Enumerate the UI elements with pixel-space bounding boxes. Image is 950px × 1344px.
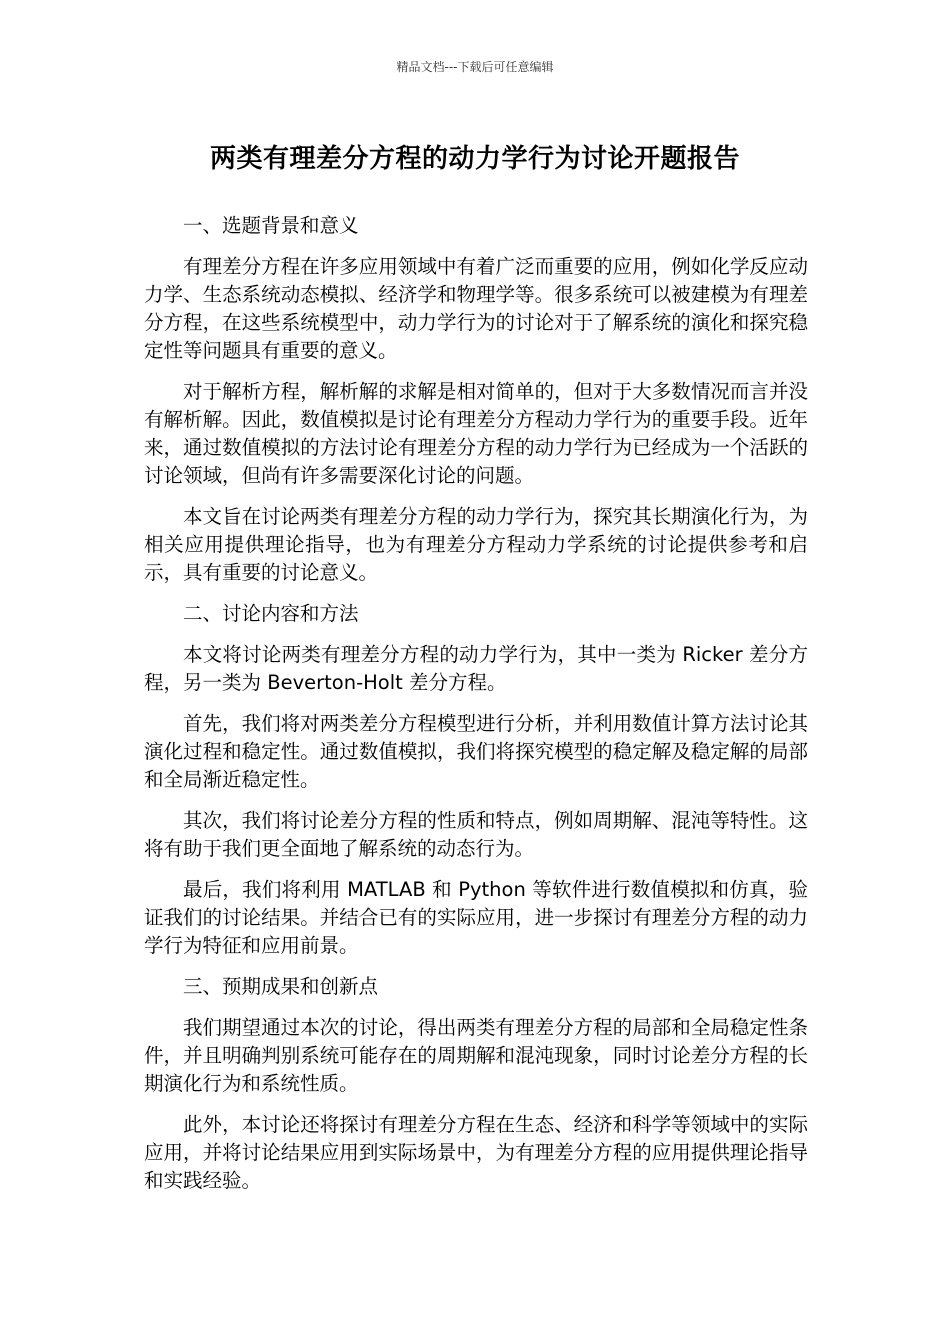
- section-heading-expected-results: 三、预期成果和创新点: [183, 975, 379, 998]
- paragraph: 对于解析方程，解析解的求解是相对简单的，但对于大多数情况而言并没有解析解。因此，数值模拟是讨论有理差分方程动力学行为的重要手段。近年来，通过数值模拟的方法讨论有理差分方程的动力学行为已经成为一个活跃的讨论领域，但尚有许多需要深化讨论的问题。: [144, 380, 808, 487]
- paragraph: 本文将讨论两类有理差分方程的动力学行为，其中一类为 Ricker 差分方程，另一类为 Beverton-Holt 差分方程。: [144, 643, 808, 694]
- paragraph: 最后，我们将利用 MATLAB 和 Python 等软件进行数值模拟和仿真，验证我们的讨论结果。并结合已有的实际应用，进一步探讨有理差分方程的动力学行为特征和应用前景。: [144, 878, 808, 957]
- document-body: [144, 212, 808, 1208]
- paragraph: 本文旨在讨论两类有理差分方程的动力学行为，探究其长期演化行为，为相关应用提供理论指导，也为有理差分方程动力学系统的讨论提供参考和启示，具有重要的讨论意义。: [144, 505, 808, 584]
- paragraph: 有理差分方程在许多应用领域中有着广泛而重要的应用，例如化学反应动力学、生态系统动态模拟、经济学和物理学等。很多系统可以被建模为有理差分方程，在这些系统模型中，动力学行为的讨论对于了解系统的演化和探究稳定性等问题具有重要的意义。: [144, 255, 808, 362]
- page-header: 精品文档---下载后可任意编辑: [396, 60, 554, 74]
- paragraph: 首先，我们将对两类差分方程模型进行分析，并利用数值计算方法讨论其演化过程和稳定性。通过数值模拟，我们将探究模型的稳定解及稳定解的局部和全局渐近稳定性。: [144, 712, 808, 791]
- document-title: 两类有理差分方程的动力学行为讨论开题报告: [209, 144, 740, 174]
- paragraph: 其次，我们将讨论差分方程的性质和特点，例如周期解、混沌等特性。这将有助于我们更全面地了解系统的动态行为。: [144, 809, 808, 860]
- paragraph: 我们期望通过本次的讨论，得出两类有理差分方程的局部和全局稳定性条件，并且明确判别系统可能存在的周期解和混沌现象，同时讨论差分方程的长期演化行为和系统性质。: [144, 1016, 808, 1095]
- section-heading-background: 一、选题背景和意义: [183, 214, 359, 237]
- section-heading-content-method: 二、讨论内容和方法: [183, 602, 359, 625]
- paragraph: 此外，本讨论还将探讨有理差分方程在生态、经济和科学等领域中的实际应用，并将讨论结果应用到实际场景中，为有理差分方程的应用提供理论指导和实践经验。: [144, 1113, 808, 1192]
